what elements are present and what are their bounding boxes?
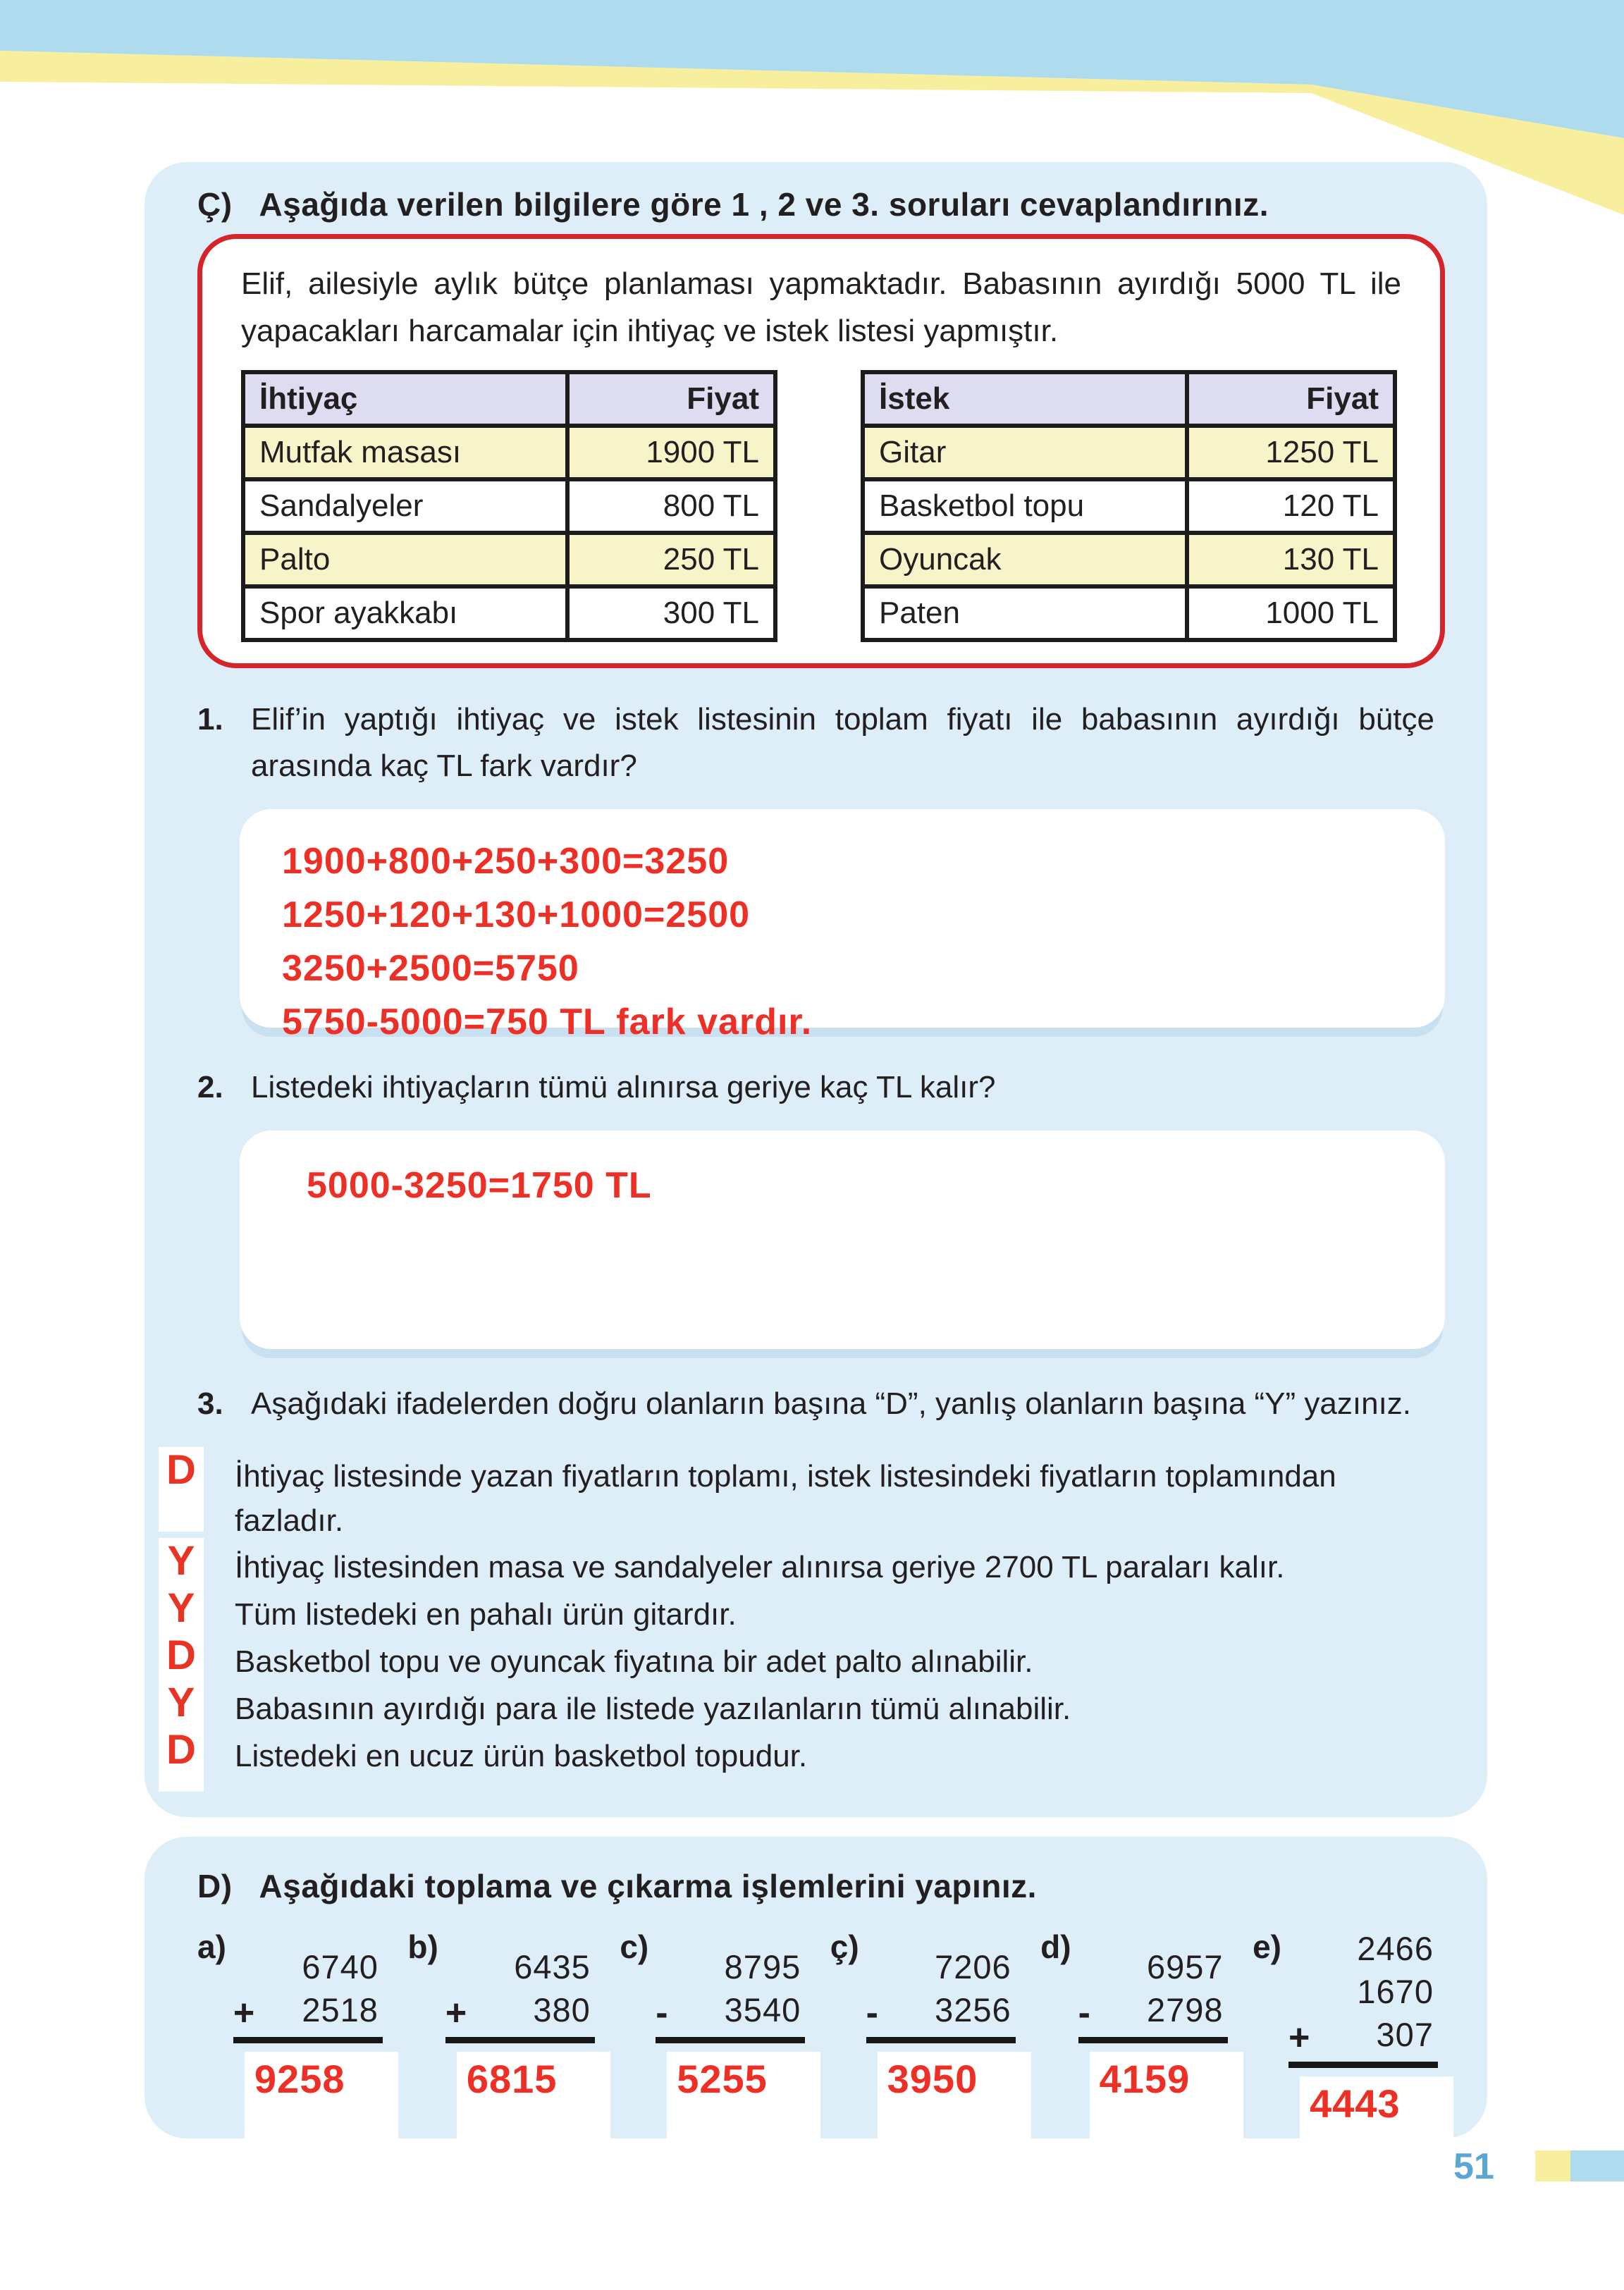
operand: 2518 xyxy=(302,1991,379,2029)
operand: 3256 xyxy=(935,1991,1011,2029)
arithmetic-problem xyxy=(197,1927,383,2198)
statement-row xyxy=(159,1585,1434,1637)
item-cell: Mutfak masası xyxy=(243,426,567,479)
page-number: 51 xyxy=(1453,2146,1494,2187)
operand: 307 xyxy=(1376,2016,1434,2053)
handwritten-answer-line: 5000-3250=1750 TL xyxy=(307,1165,652,1206)
info-box xyxy=(197,234,1445,668)
table-row xyxy=(243,533,775,586)
statement-row xyxy=(159,1538,1434,1590)
table-header-row xyxy=(243,372,775,426)
problem-body xyxy=(1078,1945,1228,2198)
operand: 2798 xyxy=(1147,1991,1224,2029)
statement-row xyxy=(159,1727,1434,1779)
item-cell: Paten xyxy=(863,586,1187,640)
item-cell: Gitar xyxy=(863,426,1187,479)
question-2-number: 2. xyxy=(197,1070,223,1104)
statement-text: Babasının ayırdığı para ile listede yazılanların tümü alınabilir. xyxy=(235,1692,1071,1726)
section-c-header xyxy=(197,183,1434,226)
item-cell: Spor ayakkabı xyxy=(243,586,567,640)
table-row xyxy=(243,426,775,479)
arithmetic-problem xyxy=(407,1927,594,2198)
handwritten-answer: 6815 xyxy=(466,2057,558,2101)
section-d-header xyxy=(197,1865,1445,1907)
section-d-title: Aşağıdaki toplama ve çıkarma işlemlerini yapınız. xyxy=(259,1868,1037,1904)
handwritten-answer: 4443 xyxy=(1309,2081,1401,2126)
question-3 xyxy=(197,1381,1434,1427)
problem-label: b) xyxy=(407,1928,438,1965)
price-cell: 130 TL xyxy=(1187,533,1395,586)
problem-answer-box xyxy=(457,2052,610,2173)
arithmetic-problem xyxy=(1040,1927,1227,2198)
answer-mark-letter: D xyxy=(166,1447,196,1493)
handwritten-answer-line: 1250+120+130+1000=2500 xyxy=(282,894,751,935)
answer-mark-letter: Y xyxy=(167,1680,195,1725)
table-row xyxy=(863,533,1395,586)
operand: 380 xyxy=(533,1991,591,2029)
handwritten-answer: 4159 xyxy=(1099,2057,1191,2101)
problem-body xyxy=(1288,1927,1438,2198)
operand: 2466 xyxy=(1357,1930,1434,1967)
problem-label: a) xyxy=(197,1928,226,1965)
table-row xyxy=(863,479,1395,533)
operand: 1670 xyxy=(1357,1973,1434,2010)
price-cell: 120 TL xyxy=(1187,479,1395,533)
problem-label: ç) xyxy=(830,1928,859,1965)
price-cell: 1900 TL xyxy=(567,426,775,479)
section-c-panel xyxy=(144,162,1487,1817)
price-cell: 1250 TL xyxy=(1187,426,1395,479)
price-cell: 800 TL xyxy=(567,479,775,533)
table-row xyxy=(243,479,775,533)
statement-row xyxy=(159,1632,1434,1685)
operand: 6740 xyxy=(302,1948,379,1986)
answer-mark-letter: Y xyxy=(167,1538,195,1584)
handwritten-answer: 5255 xyxy=(677,2057,768,2101)
problem-answer-box xyxy=(878,2052,1031,2173)
problem-label: d) xyxy=(1040,1928,1071,1965)
handwritten-answer-line: 3250+2500=5750 xyxy=(282,948,579,989)
column-header-item: İstek xyxy=(863,372,1187,426)
operand: 6435 xyxy=(514,1948,591,1986)
statement-text: Basketbol topu ve oyuncak fiyatına bir adet palto alınabilir. xyxy=(235,1644,1033,1679)
problem-body xyxy=(233,1945,383,2198)
item-cell: Basketbol topu xyxy=(863,479,1187,533)
problem-answer-box xyxy=(667,2052,820,2173)
arithmetic-problem xyxy=(1253,1927,1438,2198)
answer-mark-letter: Y xyxy=(167,1585,195,1631)
arithmetic-problems xyxy=(197,1927,1445,2198)
operator-sign: + xyxy=(445,1993,467,2033)
statement-row xyxy=(159,1680,1434,1732)
column-header-item: İhtiyaç xyxy=(243,372,567,426)
footer-blue-square xyxy=(1570,2150,1624,2181)
footer-yellow-square xyxy=(1535,2150,1570,2181)
question-3-number: 3. xyxy=(197,1386,223,1421)
column-header-price: Fiyat xyxy=(1187,372,1395,426)
operator-sign: - xyxy=(1078,1993,1090,2033)
statement-text: Listedeki en ucuz ürün basketbol topudur. xyxy=(235,1739,808,1773)
problem-body xyxy=(866,1945,1016,2198)
item-cell: Sandalyeler xyxy=(243,479,567,533)
question-1-number: 1. xyxy=(197,702,223,737)
problem-answer-box xyxy=(1300,2076,1453,2198)
price-cell: 250 TL xyxy=(567,533,775,586)
operand: 7206 xyxy=(935,1948,1011,1986)
operand: 3540 xyxy=(724,1991,801,2029)
operator-sign: + xyxy=(233,1993,255,2033)
handwritten-answer: 9258 xyxy=(254,2057,345,2101)
price-cell: 300 TL xyxy=(567,586,775,640)
wants-table xyxy=(861,370,1397,642)
column-header-price: Fiyat xyxy=(567,372,775,426)
price-tables xyxy=(241,370,1401,642)
handwritten-answer-line: 5750-5000=750 TL fark vardır. xyxy=(282,1002,813,1042)
question-1-text: Elif’in yaptığı ihtiyaç ve istek listesinin toplam fiyatı ile babasının ayırdığı bütçe arasında kaç TL fark vardır? xyxy=(251,702,1434,783)
table-row xyxy=(243,586,775,640)
arithmetic-problem xyxy=(620,1927,805,2198)
statement-text: İhtiyaç listesinden masa ve sandalyeler alınırsa geriye 2700 TL paraları kalır. xyxy=(235,1550,1285,1584)
section-c-title: Aşağıda verilen bilgilere göre 1 , 2 ve 3. soruları cevaplandırınız. xyxy=(259,186,1269,223)
item-cell: Oyuncak xyxy=(863,533,1187,586)
answer-mark-letter: D xyxy=(166,1632,196,1678)
info-box-text: Elif, ailesiyle aylık bütçe planlaması yapmaktadır. Babasının ayırdığı 5000 TL ile yapacakları harcamalar için ihtiyaç ve istek listesi yapmıştır. xyxy=(241,266,1401,348)
question-2 xyxy=(197,1064,1434,1111)
question-3-text: Aşağıdaki ifadelerden doğru olanların başına “D”, yanlış olanların başına “Y” yazınız. xyxy=(251,1386,1412,1421)
problem-body xyxy=(656,1945,805,2198)
operator-sign: + xyxy=(1288,2017,1310,2058)
question-2-text: Listedeki ihtiyaçların tümü alınırsa geriye kaç TL kalır? xyxy=(251,1070,996,1104)
section-c-label: Ç) xyxy=(197,186,233,223)
answer-mark-box xyxy=(159,1447,204,1532)
statement-text: Tüm listedeki en pahalı ürün gitardır. xyxy=(235,1597,737,1632)
problem-label: c) xyxy=(620,1928,649,1965)
question-2-answer-area xyxy=(240,1131,1445,1349)
problem-label: e) xyxy=(1253,1928,1281,1965)
problem-answer-box xyxy=(245,2052,398,2173)
true-false-statements xyxy=(159,1447,1434,1779)
needs-table xyxy=(241,370,777,642)
section-d-label: D) xyxy=(197,1868,233,1904)
statement-row xyxy=(159,1447,1434,1543)
operand: 6957 xyxy=(1147,1948,1224,1986)
arithmetic-problem xyxy=(830,1927,1016,2198)
item-cell: Palto xyxy=(243,533,567,586)
answer-mark-box xyxy=(159,1727,204,1792)
table-row xyxy=(863,586,1395,640)
problem-body xyxy=(445,1945,595,2198)
price-cell: 1000 TL xyxy=(1187,586,1395,640)
operator-sign: - xyxy=(866,1993,878,2033)
operand: 8795 xyxy=(724,1948,801,1986)
answer-mark-letter: D xyxy=(166,1727,196,1773)
table-row xyxy=(863,426,1395,479)
operator-sign: - xyxy=(656,1993,668,2033)
question-1-answer-area xyxy=(240,809,1445,1042)
statement-text: İhtiyaç listesinde yazan fiyatların toplamı, istek listesindeki fiyatların toplamından fazladır. xyxy=(235,1459,1336,1538)
handwritten-answer: 3950 xyxy=(887,2057,978,2101)
section-d-panel xyxy=(144,1837,1487,2138)
question-1 xyxy=(197,696,1434,789)
table-header-row xyxy=(863,372,1395,426)
handwritten-answer-line: 1900+800+250+300=3250 xyxy=(282,841,730,882)
problem-answer-box xyxy=(1090,2052,1243,2173)
